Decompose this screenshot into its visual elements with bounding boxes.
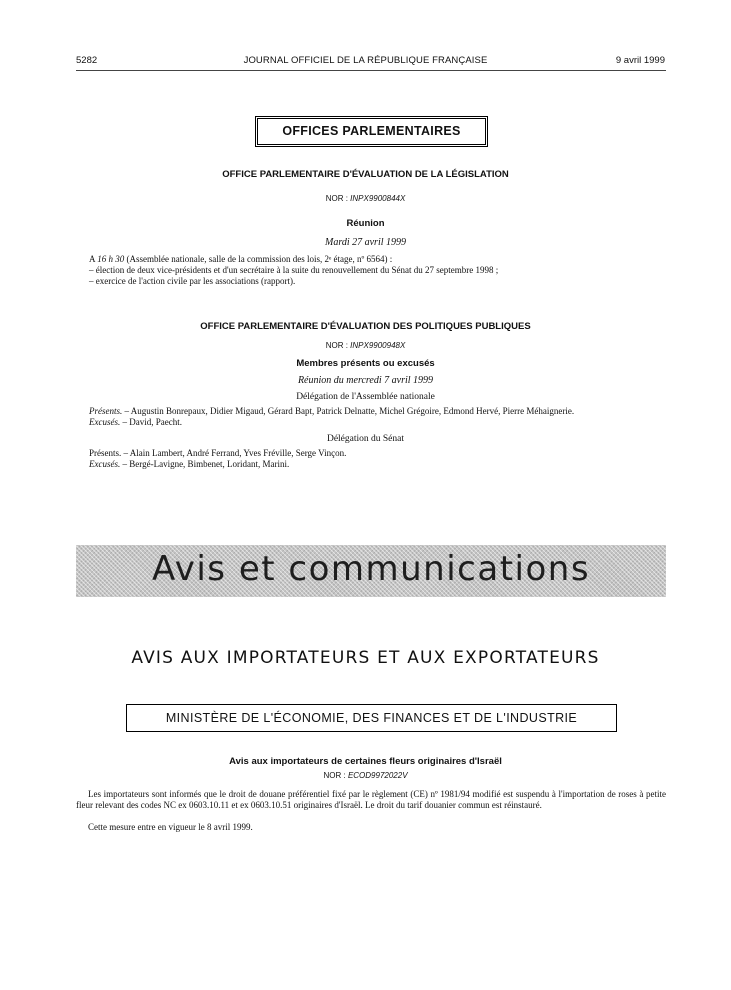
senat-heading: Délégation du Sénat	[326, 434, 405, 444]
membres-subtitle: Membres présents ou excusés	[296, 358, 435, 369]
agenda-prefix: A	[89, 254, 98, 264]
agenda-line-3: – exercice de l'action civile par les associations (rapport).	[89, 276, 296, 286]
notice-nor	[0, 771, 731, 780]
avis-main-title: AVIS AUX IMPORTATEURS ET AUX EXPORTATEURS	[131, 648, 600, 668]
presents-label: Présents.	[89, 448, 122, 458]
meeting-date: Réunion du mercredi 7 avril 1999	[297, 375, 434, 386]
issue-date: 9 avril 1999	[615, 55, 665, 66]
reunion-date: Mardi 27 avril 1999	[324, 237, 406, 248]
ministry-box: MINISTÈRE DE L'ÉCONOMIE, DES FINANCES ET DE L'INDUSTRIE	[126, 704, 617, 732]
nor-label: NOR :	[325, 341, 348, 350]
agenda-line-2: – élection de deux vice-présidents et d'un secrétaire à la suite du renouvellement du Sénat du 27 septembre 1998 ;	[89, 265, 499, 275]
header-rule	[76, 70, 666, 71]
assemblee-presents	[89, 406, 669, 418]
senat-presents	[89, 448, 669, 460]
presents-names: – Augustin Bonrepaux, Didier Migaud, Gérard Bapt, Patrick Delnatte, Michel Grégoire, Edmond Hervé, Pierre Méhaignerie.	[122, 406, 575, 416]
politiques-nor	[0, 341, 731, 350]
banner-title: Avis et communications	[151, 549, 591, 589]
offices-box-title: OFFICES PARLEMENTAIRES	[257, 118, 486, 145]
excuses-label: Excusés.	[89, 417, 121, 427]
presents-label: Présents.	[89, 406, 123, 416]
page-number: 5282	[76, 55, 98, 66]
excuses-label: Excusés.	[89, 459, 121, 469]
senat-excuses	[89, 459, 669, 471]
agenda-location: (Assemblée nationale, salle de la commission des lois, 2ᵉ étage, nº 6564) :	[124, 254, 393, 264]
nor-value: ECOD9972022V	[347, 771, 408, 780]
excuses-names: – David, Paecht.	[120, 417, 182, 427]
assemblee-excuses	[89, 417, 669, 429]
legislation-office-title: OFFICE PARLEMENTAIRE D'ÉVALUATION DE LA LÉGISLATION	[222, 169, 509, 180]
nor-value: INPX9900948X	[350, 341, 406, 350]
assemblee-heading: Délégation de l'Assemblée nationale	[296, 392, 435, 402]
agenda-time: 16 h 30	[97, 254, 125, 264]
politiques-office-title: OFFICE PARLEMENTAIRE D'ÉVALUATION DES POLITIQUES PUBLIQUES	[200, 321, 531, 332]
reunion-subtitle: Réunion	[346, 218, 385, 229]
nor-label: NOR :	[325, 194, 348, 203]
avis-communications-banner	[76, 545, 666, 597]
presents-names: – Alain Lambert, André Ferrand, Yves Fréville, Serge Vinçon.	[121, 448, 347, 458]
journal-title: JOURNAL OFFICIEL DE LA RÉPUBLIQUE FRANÇAISE	[243, 55, 488, 66]
excuses-names: – Bergé-Lavigne, Bimbenet, Loridant, Marini.	[120, 459, 290, 469]
notice-title: Avis aux importateurs de certaines fleurs originaires d'Israël	[229, 756, 502, 767]
legislation-nor	[0, 194, 731, 203]
notice-paragraph-1: Les importateurs sont informés que le droit de douane préférentiel fixé par le règlement (CE) nº 1981/94 modifié est suspendu à l'importation de roses à petite fleur relevant des codes NC ex 0603.10.11 et ex 0603.10.51 originaires d'Israël. Le droit du tarif douanier commun est réinstauré.	[76, 789, 666, 810]
nor-value: INPX9900844X	[350, 194, 406, 203]
agenda-line-1	[89, 254, 669, 266]
nor-label: NOR :	[323, 771, 346, 780]
notice-paragraph-2: Cette mesure entre en vigueur le 8 avril 1999.	[88, 822, 253, 832]
